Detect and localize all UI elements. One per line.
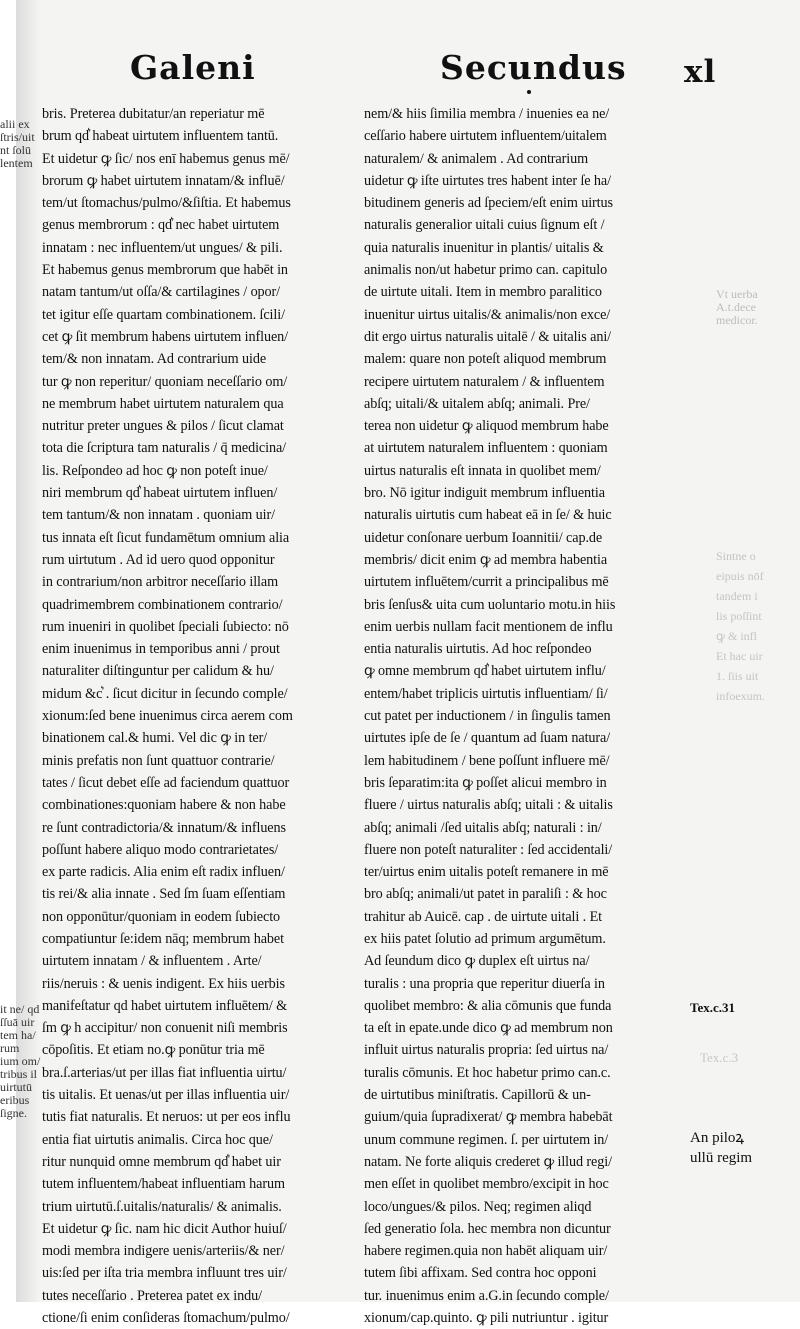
- margin-note: rum: [0, 1041, 20, 1055]
- text-line: tota die ſcriptura tam naturalis / q̄ medicina/: [42, 440, 286, 457]
- text-line: animalis non/ut habetur primo can. capitulo: [364, 262, 608, 279]
- text-line: quia naturalis inuenitur in plantis/ uitalis &: [364, 239, 604, 256]
- text-line: nutritur preter ungues & pilos / ſicut clamat: [42, 418, 284, 435]
- text-line: ꝙ omne membrum qd͛ habet uirtutem influ/: [364, 663, 606, 680]
- margin-note: uirtutū: [0, 1080, 32, 1094]
- text-line: brorum ꝙ habet uirtutem innatam/& influē/: [42, 172, 285, 189]
- text-line: re ſunt contradictoria/& innatum/& influens: [42, 819, 286, 836]
- text-line: tutem ſibi affixam. Sed contra hoc opponi: [364, 1265, 597, 1282]
- text-line: Et uidetur ꝙ ſic/ nos enī habemus genus mē/: [42, 150, 290, 167]
- text-line: turalis cōmunis. Et hoc habetur primo can.c.: [364, 1064, 611, 1081]
- right-margin-faint-notes-top: [716, 288, 758, 327]
- text-line: influit uirtus naturalis propria: ſed uirtus na/: [364, 1042, 609, 1059]
- text-line: uidetur conſonare uerbum Ioannitii/ cap.de: [364, 529, 603, 546]
- text-line: innatam : nec influentem/ut ungues/ & pili.: [42, 239, 283, 256]
- text-line: ex parte radicis. Alia enim eſt radix influen/: [42, 864, 285, 881]
- text-line: nem/& hiis ſimilia membra / inuenies ea ne/: [364, 106, 610, 122]
- text-line: genus membrorum : qd͛ nec habet uirtutem: [42, 217, 280, 234]
- text-line: trahitur ab Auicē. cap . de uirtute uitali . Et: [364, 908, 602, 925]
- text-line: ex hiis patet ſolutio ad primum argumētum.: [364, 930, 606, 947]
- margin-note: Et hac uir: [716, 649, 763, 663]
- text-line: de uirtutibus miniſtratis. Capillorū & un-: [364, 1087, 591, 1104]
- text-line: tet igitur eſſe quartam combinationem. ſcili/: [42, 306, 285, 323]
- text-line: rum uirtutum . Ad id uero quod opponitur: [42, 551, 275, 568]
- text-line: brum qd͛ habeat uirtutem influentem tantū.: [42, 128, 279, 145]
- margin-note: ſſuā uir: [0, 1015, 35, 1029]
- text-line: uirtutes ipſe de ſe / quantum ad ſuam natura/: [364, 730, 611, 747]
- text-line: minis prefatis non ſunt quattuor contrarie/: [42, 752, 275, 769]
- text-line: tem tantum/& non innatam . quoniam uir/: [42, 507, 275, 524]
- margin-note: nt ſolū: [0, 143, 32, 157]
- text-line: entem/habet triplicis uirtutis influentiam/ ſi/: [364, 685, 608, 702]
- text-line: compatiuntur ſe:idem nāq; membrum habet: [42, 930, 284, 947]
- margin-note: medicor.: [716, 313, 758, 327]
- margin-note: lentem: [0, 156, 33, 170]
- text-line: trium uirtutū.ſ.uitalis/naturalis/ & animalis.: [42, 1198, 282, 1215]
- text-line: entia fiat uirtutis animalis. Circa hoc que/: [42, 1131, 273, 1148]
- text-line: bro abſq; animali/ut patet in paraliſi : & hoc: [364, 886, 607, 903]
- text-line: quadrimembrem combinationem contrario/: [42, 596, 283, 613]
- text-line: rum inueniri in quolibet ſpeciali ſubiecto: nō: [42, 618, 289, 635]
- margin-note: ullū regim: [690, 1150, 753, 1166]
- text-line: naturalis uirtutis cum habeat eā in ſe/ & huic: [364, 507, 612, 524]
- margin-note: lis poſſint: [716, 609, 762, 623]
- text-line: bris ſenſus& uita cum uoluntario motu.in hiis: [364, 596, 616, 613]
- text-line: combinationes:quoniam habere & non habe: [42, 797, 286, 814]
- text-line: inuenitur uirtus uitalis/& animalis/non exce/: [364, 306, 611, 323]
- text-line: enim uerbis nullam facit mentionem de influ: [364, 618, 613, 635]
- text-column-right: [364, 103, 682, 1329]
- text-line: tur. inuenimus enim a.G.in ſecundo comple/: [364, 1287, 609, 1304]
- text-line: dit ergo uirtus naturalis uitalē / & uitalis ani/: [364, 328, 612, 345]
- text-line: naturalem/ & animalem . Ad contrarium: [364, 150, 589, 167]
- text-line: uirtus naturalis eſt innata in quolibet mem/: [364, 462, 601, 479]
- text-line: Ad ſeundum dico ꝙ duplex eſt uirtus na/: [364, 953, 590, 970]
- text-line: xionum/cap.quinto. ꝙ pili nutriuntur . igitur: [364, 1310, 609, 1327]
- text-line: naturaliter diſtinguntur per calidum & hu/: [42, 663, 274, 680]
- text-line: membris/ dicit enim ꝙ ad membra habentia: [364, 551, 608, 568]
- margin-note: An piloꝝ: [690, 1130, 745, 1146]
- text-line: midum &c͛ . ſicut dicitur in ſecundo comple/: [42, 685, 288, 702]
- text-line: malem: quare non poteſt aliquod membrum: [364, 351, 607, 368]
- text-line: guium/quia ſupradixerat/ ꝙ membra habebāt: [364, 1109, 613, 1126]
- text-line: tates / ſicut debet eſſe ad faciendum quattuor: [42, 774, 290, 791]
- text-line: bris ſeparatim:ita ꝙ poſſet alicui membro in: [364, 774, 607, 791]
- text-line: lem habitudinem / bene poſſunt influere mē/: [364, 752, 610, 769]
- text-line: natam tantum/ut oſſa/& cartilagines / opor/: [42, 284, 281, 301]
- right-margin-faint-notes-mid: [716, 546, 765, 706]
- margin-note: ium om/: [0, 1054, 41, 1068]
- text-line: bris. Preterea dubitatur/an reperiatur mē: [42, 106, 265, 122]
- margin-note: 1. ſiis uit: [716, 669, 759, 683]
- text-line: cōpoſitis. Et etiam no.ꝙ ponūtur tria mē: [42, 1042, 265, 1059]
- text-line: ta eſt in epate.unde dico ꝙ ad membrum non: [364, 1020, 613, 1037]
- left-margin-notes-bottom: [0, 1003, 40, 1120]
- text-line: tur ꝙ non reperitur/ quoniam neceſſario om/: [42, 373, 288, 390]
- text-line: naturalis generalior uitali cuius ſignum eſt /: [364, 217, 605, 234]
- text-line: unum commune regimen. ſ. per uirtutem in/: [364, 1131, 609, 1148]
- text-line: men eſſet in quolibet membro/excipit in hoc: [364, 1176, 609, 1193]
- text-line: Et habemus genus membrorum que habēt in: [42, 262, 288, 279]
- text-line: bra.ſ.arterias/ut per illas fiat influentia uirtu/: [42, 1064, 287, 1081]
- text-line: abſq; uitali/& uitalem abſq; animali. Pre/: [364, 395, 590, 412]
- margin-note: infoexum.: [716, 689, 765, 703]
- text-line: tem/& non innatam. Ad contrarium uide: [42, 351, 267, 368]
- text-line: uirtutem influētem/currit a principalibus mē: [364, 574, 609, 591]
- text-line: ſed generatio ſola. hec membra non dicuntur: [364, 1220, 611, 1237]
- text-line: fluere non poteſt naturaliter : ſed accidentali/: [364, 841, 613, 858]
- text-line: at uirtutem naturalem influentem : quoniam: [364, 440, 608, 457]
- text-line: poſſunt habere aliquo modo contrarietates/: [42, 841, 279, 858]
- text-line: manifeſtatur qd habet uirtutem influētem/ &: [42, 997, 288, 1014]
- text-line: in contrarium/non arbitror neceſſario illam: [42, 574, 279, 591]
- text-line: non opponūtur/quoniam in eodem ſubiecto: [42, 908, 281, 925]
- text-line: tem/ut ſtomachus/pulmo/&ſiſtia. Et habemus: [42, 195, 291, 212]
- margin-note: Vt uerba: [716, 287, 758, 301]
- margin-note: tribus il: [0, 1067, 38, 1081]
- text-line: Et uidetur ꝙ ſic. nam hic dicit Author huiuſ/: [42, 1220, 287, 1237]
- text-line: natam. Ne forte aliquis crederet ꝙ illud regi/: [364, 1153, 612, 1170]
- right-margin-gloss: [690, 1128, 752, 1168]
- margin-note: ꝙ & infl: [716, 629, 758, 643]
- text-line: cut patet per inductionem / in ſingulis tamen: [364, 708, 611, 725]
- text-line: ctione/ſi enim conſideras ſtomachum/pulmo/: [42, 1310, 290, 1327]
- text-line: enim inuenimus in temporibus anni / prout: [42, 641, 280, 658]
- margin-note: tem ha/: [0, 1028, 36, 1042]
- text-line: tutes neceſſario . Preterea patet ex indu/: [42, 1287, 262, 1304]
- text-line: ter/uirtus enim uitalis poteſt remanere in mē: [364, 864, 609, 881]
- text-line: modi membra indigere uenis/arteriis/& ner/: [42, 1243, 285, 1260]
- margin-note: it ne/ qd: [0, 1002, 40, 1016]
- text-line: recipere uirtutem naturalem / & influentem: [364, 373, 605, 390]
- text-line: tis rei/& alia innate . Sed ſm ſuam eſſentiam: [42, 886, 286, 903]
- text-line: fluere / uirtus naturalis abſq; uitali : & uitalis: [364, 797, 613, 814]
- text-line: ritur nunquid omne membrum qd͛ habet uir: [42, 1153, 281, 1170]
- margin-note: ſtris/uit: [0, 130, 35, 144]
- margin-text-reference: Tex.c.31: [690, 1000, 736, 1015]
- text-line: ceſſario habere uirtutem influentem/uitalem: [364, 128, 607, 145]
- margin-note: eribus: [0, 1093, 30, 1107]
- left-margin-notes-top: [0, 118, 35, 170]
- running-head-center: Secundus: [440, 48, 627, 87]
- margin-text-reference-faint: Tex.c.3: [700, 1050, 739, 1065]
- text-line: loco/ungues/& pilos. Neq; regimen aliqd: [364, 1198, 592, 1215]
- margin-note: eipuis nōf: [716, 569, 764, 583]
- text-line: ſm ꝙ h accipitur/ non conuenit niſi membris: [42, 1020, 288, 1037]
- text-line: tutis fiat naturalis. Et neruos: ut per eos influ: [42, 1109, 291, 1126]
- margin-note: alii ex: [0, 117, 30, 131]
- text-line: entia naturalis uirtutis. Ad hoc reſpondeo: [364, 641, 592, 658]
- text-line: turalis : una propria que reperitur diuerſa in: [364, 975, 605, 992]
- text-line: uidetur ꝙ iſte uirtutes tres habent inter ſe ha/: [364, 172, 611, 189]
- text-line: xionum:ſed bene inuenimus circa aerem com: [42, 708, 293, 725]
- text-line: abſq; animali /ſed uitalis abſq; naturali : in/: [364, 819, 602, 836]
- margin-note: A.t.dece: [716, 300, 756, 314]
- text-line: niri membrum qd͛ habeat uirtutem influen/: [42, 485, 278, 502]
- text-line: uirtutem innatam / & influentem . Arte/: [42, 953, 262, 970]
- text-line: de uirtute uitali. Item in membro paralitico: [364, 284, 602, 301]
- text-line: tis uitalis. Et uenas/ut per illas influentia uir/: [42, 1087, 290, 1104]
- folio-number: xl: [684, 54, 717, 90]
- text-line: binationem cal.& humi. Vel dic ꝙ in ter/: [42, 730, 268, 747]
- margin-note: ſigne.: [0, 1106, 27, 1120]
- text-line: riis/neruis : & uenis indigent. Ex hiis uerbis: [42, 975, 285, 992]
- text-line: bro. Nō igitur indiguit membrum influentia: [364, 485, 605, 502]
- text-line: quolibet membro: & alia cōmunis que funda: [364, 997, 612, 1014]
- ink-dot: [527, 90, 531, 94]
- running-head-left: Galeni: [130, 48, 256, 87]
- margin-note: Sintne o: [716, 549, 756, 563]
- text-line: ne membrum habet uirtutem naturalem qua: [42, 395, 284, 412]
- text-line: bitudinem generis ad ſpeciem/eſt enim uirtus: [364, 195, 613, 212]
- text-line: tutem influentem/habeat influentiam harum: [42, 1176, 285, 1193]
- text-line: lis. Reſpondeo ad hoc ꝙ non poteſt inue/: [42, 462, 268, 479]
- margin-note: tandem i: [716, 589, 758, 603]
- text-line: terea non uidetur ꝙ aliquod membrum habe: [364, 418, 609, 435]
- text-line: cet ꝙ ſit membrum habens uirtutem influen/: [42, 328, 289, 345]
- text-line: habere regimen.quia non habēt aliquam uir/: [364, 1243, 608, 1260]
- text-column-left: [42, 103, 352, 1329]
- text-line: uis:ſed per iſta tria membra influunt tres uir/: [42, 1265, 287, 1282]
- text-line: tus innata eſt ſicut fundamētum omnium alia: [42, 529, 290, 546]
